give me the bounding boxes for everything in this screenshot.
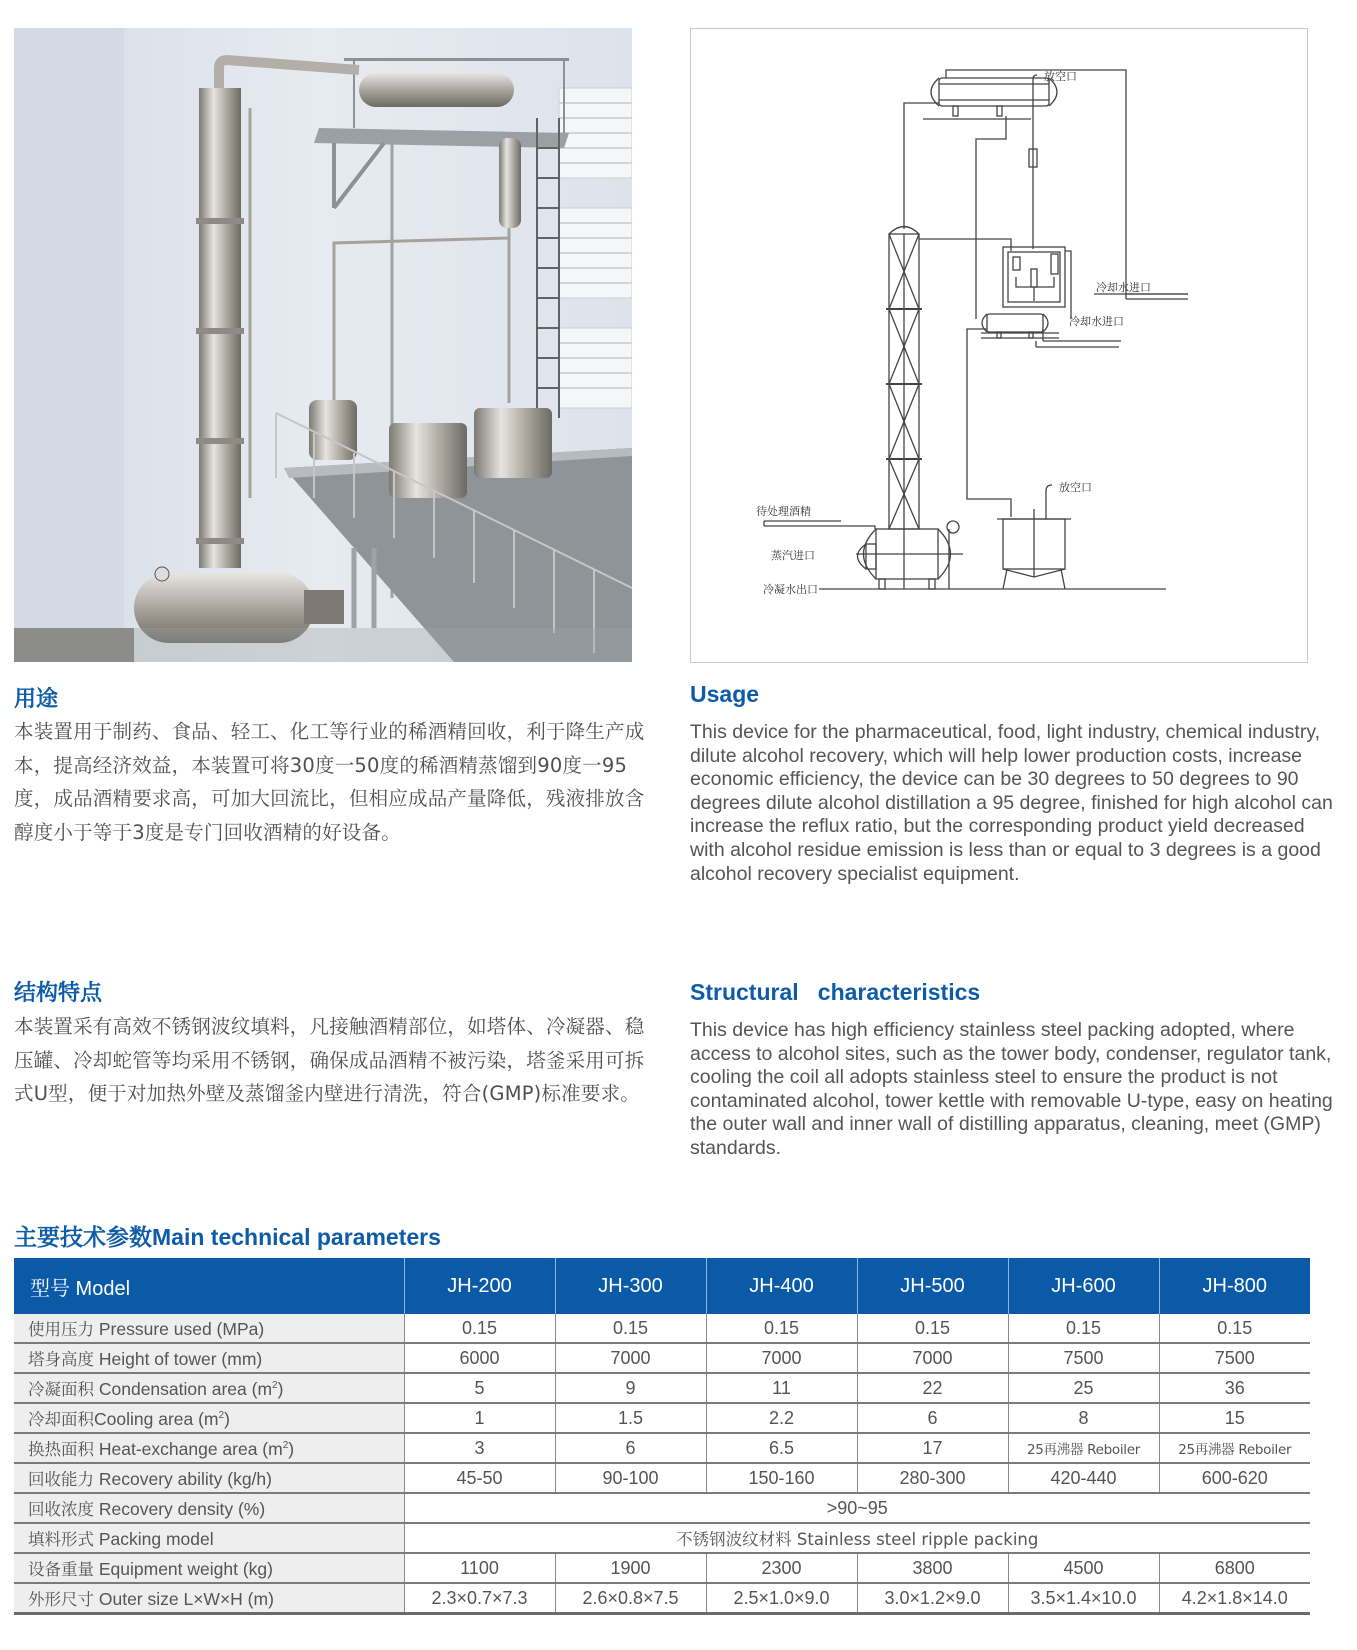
table-cell: 1900	[555, 1553, 706, 1583]
table-cell: 6.5	[706, 1433, 857, 1463]
row-label-cn: 使用压力	[28, 1320, 94, 1339]
diagram-label-condensate-outlet: 冷凝水出口	[763, 583, 818, 596]
table-cell: 150-160	[706, 1463, 857, 1493]
row-label-en: Cooling area (m	[94, 1409, 219, 1429]
table-cell: 0.15	[1008, 1314, 1159, 1343]
table-cell: 6800	[1159, 1553, 1310, 1583]
table-cell: 1	[404, 1403, 555, 1433]
table-cell: 2.5×1.0×9.0	[706, 1583, 857, 1614]
row-label	[14, 1343, 404, 1373]
table-cell-merged: >90~95	[404, 1493, 1310, 1523]
header-model: JH-800	[1159, 1258, 1310, 1314]
table-cell: 7000	[555, 1343, 706, 1373]
table-cell: 9	[555, 1373, 706, 1403]
diagram-label-cooling-water-inlet-2: 冷却水进口	[1069, 315, 1124, 328]
spec-table-title-cn: 主要技术参数	[14, 1225, 152, 1251]
row-label-en: Equipment weight (kg)	[94, 1559, 273, 1579]
row-label-unit-sup: 2	[218, 1410, 225, 1422]
table-cell: 280-300	[857, 1463, 1008, 1493]
row-label-cn: 冷却面积	[28, 1410, 94, 1429]
header-model: JH-500	[857, 1258, 1008, 1314]
table-row	[14, 1314, 1310, 1343]
usage-body-en: This device for the pharmaceutical, food, light industry, chemical industry, dilute alcohol recovery, which will help lower production costs, increase economic efficiency, the device can be 30 degrees to 50 degrees to 90 degrees dilute alcohol distillation a 95 degree, finished for high alcohol can increase the reflux ratio, but the corresponding product yield decreased with alcohol residue emission is less than or equal to 3 degrees is a good alcohol recovery specialist equipment.	[690, 721, 1333, 885]
row-label	[14, 1403, 404, 1433]
row-label-cn: 塔身高度	[28, 1350, 94, 1369]
table-cell: 36	[1159, 1373, 1310, 1403]
row-label-unit-end: )	[288, 1439, 295, 1459]
usage-heading-cn: 用途	[14, 687, 59, 712]
receiving-tank-shape	[997, 485, 1071, 589]
table-row	[14, 1493, 1310, 1523]
row-label-cn: 换热面积	[28, 1440, 94, 1459]
row-label-cn: 回收能力	[28, 1470, 94, 1489]
lower-condenser-shape	[981, 314, 1059, 338]
table-cell: 25再沸器 Reboiler	[1008, 1433, 1159, 1463]
row-label-en: Recovery density (%)	[94, 1499, 266, 1519]
table-cell: 2300	[706, 1553, 857, 1583]
table-row	[14, 1403, 1310, 1433]
header-model-label: 型号 Model	[14, 1258, 404, 1314]
table-cell: 7000	[706, 1343, 857, 1373]
spec-table	[14, 1258, 1310, 1615]
row-label-en: Recovery ability (kg/h)	[94, 1469, 272, 1489]
table-cell: 5	[404, 1373, 555, 1403]
header-model: JH-400	[706, 1258, 857, 1314]
regulator-box-shape	[1003, 247, 1065, 307]
row-label	[14, 1463, 404, 1493]
table-cell: 0.15	[857, 1314, 1008, 1343]
diagram-label-vent-top: 放空口	[1044, 70, 1077, 83]
diagram-label-steam-inlet: 蒸汽进口	[771, 549, 815, 562]
table-cell: 90-100	[555, 1463, 706, 1493]
row-label-unit-end: )	[277, 1379, 284, 1399]
header-model: JH-300	[555, 1258, 706, 1314]
table-cell: 420-440	[1008, 1463, 1159, 1493]
table-cell: 3800	[857, 1553, 1008, 1583]
usage-body-cn: 本装置用于制药、食品、轻工、化工等行业的稀酒精回收，利于降生产成本，提高经济效益，本装置可将30度一50度的稀酒精蒸馏到90度一95度，成品酒精要求高，可加大回流比，但相应成品产量降低，残液排放含醇度小于等于3度是专门回收酒精的好设备。	[14, 720, 645, 844]
table-cell: 2.2	[706, 1403, 857, 1433]
table-cell: 7500	[1008, 1343, 1159, 1373]
row-label	[14, 1373, 404, 1403]
table-row	[14, 1523, 1310, 1553]
row-label-cn: 冷凝面积	[28, 1380, 94, 1399]
table-cell-merged: 不锈钢波纹材料 Stainless steel ripple packing	[404, 1523, 1310, 1553]
structure-body-cn: 本装置采有高效不锈钢波纹填料，凡接触酒精部位，如塔体、冷凝器、稳压罐、冷却蛇管等均采用不锈钢，确保成品酒精不被污染，塔釜采用可拆式U型，便于对加热外壁及蒸馏釜内壁进行清洗，符合(GMP)标准要求。	[14, 1015, 645, 1105]
top-condenser-shape	[923, 78, 1057, 119]
row-label-cn: 回收浓度	[28, 1500, 94, 1519]
row-label	[14, 1583, 404, 1614]
row-label-unit-sup: 2	[272, 1380, 278, 1392]
table-row	[14, 1373, 1310, 1403]
header-model: JH-600	[1008, 1258, 1159, 1314]
row-label-en: Condensation area (m	[94, 1379, 273, 1399]
table-cell: 6	[857, 1403, 1008, 1433]
spec-table-title	[14, 1219, 441, 1252]
kettle-shape	[856, 521, 963, 589]
table-cell: 7000	[857, 1343, 1008, 1373]
row-label-unit-sup: 2	[282, 1440, 289, 1452]
row-label	[14, 1433, 404, 1463]
table-cell: 8	[1008, 1403, 1159, 1433]
diagram-label-alcohol-to-process: 待处理酒精	[756, 505, 811, 518]
process-flow-diagram	[690, 28, 1308, 663]
table-cell: 45-50	[404, 1463, 555, 1493]
table-cell: 3.5×1.4×10.0	[1008, 1583, 1159, 1614]
row-label-cn: 填料形式	[28, 1530, 94, 1549]
diagram-label-vent-tank: 放空口	[1059, 481, 1092, 494]
row-label-en: Packing model	[94, 1529, 214, 1549]
table-cell: 17	[857, 1433, 1008, 1463]
table-cell: 6	[555, 1433, 706, 1463]
spec-table-header-row	[14, 1258, 1310, 1314]
distillation-plant-illustration	[14, 28, 632, 662]
table-cell: 4.2×1.8×14.0	[1159, 1583, 1310, 1614]
table-cell: 3	[404, 1433, 555, 1463]
row-label-en: Height of tower (mm)	[94, 1349, 263, 1369]
table-cell: 22	[857, 1373, 1008, 1403]
row-label	[14, 1523, 404, 1553]
table-cell: 600-620	[1159, 1463, 1310, 1493]
table-cell: 0.15	[1159, 1314, 1310, 1343]
structure-heading-en: Structural characteristics	[690, 979, 981, 1005]
table-row	[14, 1433, 1310, 1463]
structure-body-en: This device has high efficiency stainless steel packing adopted, where access to alcohol sites, such as the tower body, condenser, regulator tank, cooling the coil all adopts stainless steel to ensure the product is not contaminated alcohol, tower kettle with removable U-type, easy on heating the outer wall and inner wall of distilling apparatus, cleaning, meet (GMP) standards.	[690, 1019, 1333, 1159]
table-cell: 0.15	[706, 1314, 857, 1343]
row-label-en: Heat-exchange area (m	[94, 1439, 283, 1459]
table-cell: 11	[706, 1373, 857, 1403]
table-cell: 6000	[404, 1343, 555, 1373]
table-cell: 0.15	[404, 1314, 555, 1343]
table-cell: 1100	[404, 1553, 555, 1583]
table-cell: 0.15	[555, 1314, 706, 1343]
table-row	[14, 1343, 1310, 1373]
table-cell: 7500	[1159, 1343, 1310, 1373]
table-row	[14, 1553, 1310, 1583]
row-label-en: Outer size L×W×H (m)	[94, 1589, 274, 1609]
table-cell: 4500	[1008, 1553, 1159, 1583]
usage-heading-en: Usage	[690, 681, 760, 707]
table-cell: 25再沸器 Reboiler	[1159, 1433, 1310, 1463]
table-cell: 3.0×1.2×9.0	[857, 1583, 1008, 1614]
row-label-unit-end: )	[224, 1409, 230, 1429]
header-model: JH-200	[404, 1258, 555, 1314]
row-label	[14, 1553, 404, 1583]
flow-diagram-drawing	[691, 29, 1307, 662]
table-cell: 1.5	[555, 1403, 706, 1433]
equipment-photo	[14, 28, 632, 662]
table-row	[14, 1583, 1310, 1614]
row-label-cn: 设备重量	[28, 1560, 94, 1579]
table-cell: 25	[1008, 1373, 1159, 1403]
structure-heading-cn: 结构特点	[14, 981, 103, 1006]
row-label-cn: 外形尺寸	[28, 1590, 94, 1609]
packed-column-shape	[886, 227, 922, 590]
table-cell: 2.6×0.8×7.5	[555, 1583, 706, 1614]
diagram-label-cooling-water-inlet-1: 冷却水进口	[1096, 281, 1151, 294]
spec-table-title-en: Main technical parameters	[152, 1224, 441, 1250]
table-cell: 15	[1159, 1403, 1310, 1433]
table-row	[14, 1463, 1310, 1493]
row-label	[14, 1314, 404, 1343]
row-label	[14, 1493, 404, 1523]
table-cell: 2.3×0.7×7.3	[404, 1583, 555, 1614]
row-label-en: Pressure used (MPa)	[94, 1319, 265, 1339]
